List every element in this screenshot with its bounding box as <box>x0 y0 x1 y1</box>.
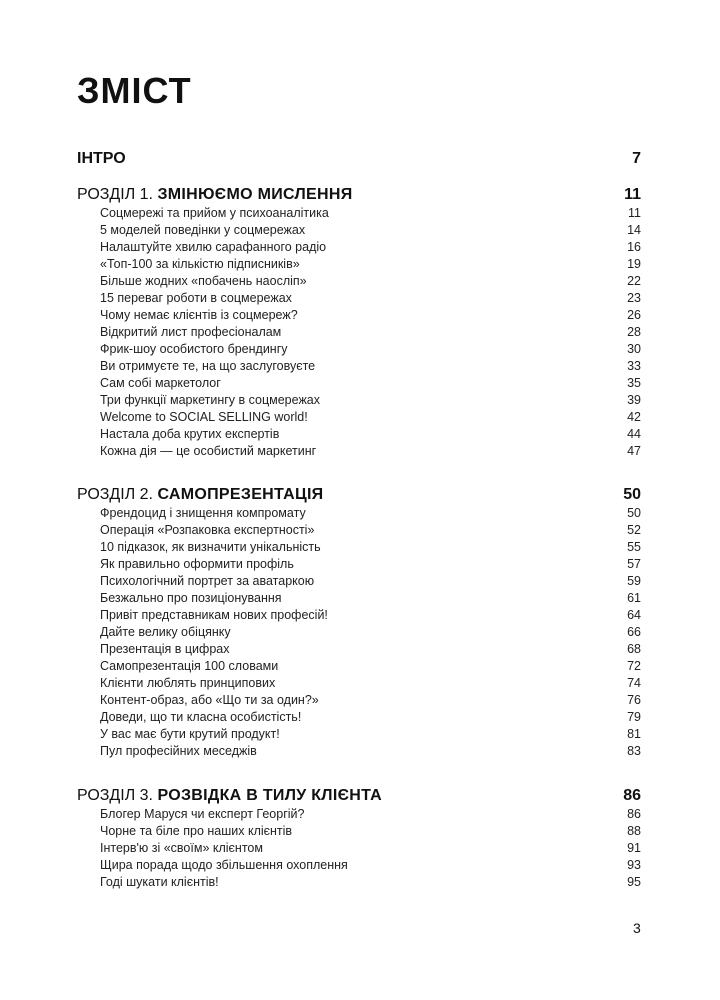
toc-item-page: 64 <box>627 608 641 622</box>
toc-item-label: Кожна дія — це особистий маркетинг <box>100 444 317 458</box>
toc-item-label: Ви отримуєте те, на що заслуговуєте <box>100 359 316 373</box>
toc-item <box>100 257 641 271</box>
chapter-3-name: РОЗВІДКА В ТИЛУ КЛІЄНТА <box>157 787 383 804</box>
toc-item <box>100 291 641 305</box>
toc-item-page: 93 <box>627 858 641 872</box>
toc-item <box>100 308 641 322</box>
chapter-2-name: САМОПРЕЗЕНТАЦІЯ <box>157 486 324 503</box>
toc-item <box>100 875 641 889</box>
toc-item <box>100 359 641 373</box>
toc-item-label: Щира порада щодо збільшення охоплення <box>100 858 348 872</box>
intro-label: ІНТРО <box>77 150 126 167</box>
toc-item-label: Доведи, що ти класна особистість! <box>100 710 302 724</box>
chapter-1-heading <box>77 186 641 204</box>
toc-item <box>100 523 641 537</box>
toc-item <box>100 642 641 656</box>
toc-item <box>100 858 641 872</box>
toc-item <box>100 676 641 690</box>
toc-item-page: 35 <box>627 376 641 390</box>
chapter-3-page: 86 <box>623 787 641 804</box>
toc-item-label: Психологічний портрет за аватаркою <box>100 574 315 588</box>
toc-item-label: Блогер Маруся чи експерт Георгій? <box>100 807 305 821</box>
toc-item-page: 55 <box>627 540 641 554</box>
toc-item <box>100 591 641 605</box>
chapter-3-prefix: РОЗДІЛ 3. <box>77 787 158 804</box>
toc-item-label: Чорне та біле про наших клієнтів <box>100 824 293 838</box>
page-title: ЗМІСТ <box>77 70 192 111</box>
toc-item-page: 28 <box>627 325 641 339</box>
toc-item-page: 74 <box>627 676 641 690</box>
toc-item-label: Більше жодних «побачень наосліп» <box>100 274 307 288</box>
toc-item-label: Інтерв'ю зі «своїм» клієнтом <box>100 841 263 855</box>
toc-item-page: 61 <box>627 591 641 605</box>
toc-item-page: 16 <box>627 240 641 254</box>
toc-item-page: 68 <box>627 642 641 656</box>
toc-item-label: Контент-образ, або «Що ти за один?» <box>100 693 319 707</box>
toc-item-page: 33 <box>627 359 641 373</box>
toc-item <box>100 557 641 571</box>
toc-item-label: «Топ-100 за кількістю підписників» <box>100 257 300 271</box>
toc-item <box>100 659 641 673</box>
toc-item-label: 15 переваг роботи в соцмережах <box>100 291 292 305</box>
toc-item-page: 22 <box>627 274 641 288</box>
intro-page: 7 <box>632 150 641 167</box>
toc-item <box>100 223 641 237</box>
toc-item-label: Клієнти люблять принципових <box>100 676 276 690</box>
page-number: 3 <box>633 920 641 936</box>
chapter-1-prefix: РОЗДІЛ 1. <box>77 186 158 203</box>
toc-intro <box>77 150 641 168</box>
toc-item-label: Привіт представникам нових професій! <box>100 608 328 622</box>
toc-item <box>100 744 641 758</box>
toc-item-label: Сам собі маркетолог <box>100 376 221 390</box>
toc-item-label: У вас має бути крутий продукт! <box>100 727 280 741</box>
toc-item <box>100 710 641 724</box>
toc-item <box>100 608 641 622</box>
toc-item-label: Дайте велику обіцянку <box>100 625 231 639</box>
toc-item <box>100 807 641 821</box>
toc-item-page: 19 <box>627 257 641 271</box>
toc-item-page: 39 <box>627 393 641 407</box>
toc-item <box>100 342 641 356</box>
chapter-2-prefix: РОЗДІЛ 2. <box>77 486 158 503</box>
toc-item-label: Відкритий лист професіоналам <box>100 325 282 339</box>
toc-item-label: Настала доба крутих експертів <box>100 427 280 441</box>
toc-item-page: 95 <box>627 875 641 889</box>
toc-item-page: 50 <box>627 506 641 520</box>
toc-item-label: Безжально про позиціонування <box>100 591 282 605</box>
toc-item <box>100 206 641 220</box>
toc-item-label: Годі шукати клієнтів! <box>100 875 219 889</box>
toc-item-page: 42 <box>627 410 641 424</box>
toc-item-label: Welcome to SOCIAL SELLING world! <box>100 410 308 424</box>
chapter-1-name: ЗМІНЮЄМО МИСЛЕННЯ <box>157 186 353 203</box>
toc-item <box>100 727 641 741</box>
toc-item-page: 14 <box>627 223 641 237</box>
toc-item-label: Соцмережі та прийом у психоаналітика <box>100 206 329 220</box>
toc-item-page: 76 <box>627 693 641 707</box>
toc-item <box>100 506 641 520</box>
toc-item-page: 30 <box>627 342 641 356</box>
toc-item-page: 26 <box>627 308 641 322</box>
toc-item-page: 23 <box>627 291 641 305</box>
chapter-1-page: 11 <box>624 186 641 203</box>
toc-item-page: 79 <box>627 710 641 724</box>
toc-item <box>100 540 641 554</box>
toc-item-label: Три функції маркетингу в соцмережах <box>100 393 321 407</box>
toc-item <box>100 325 641 339</box>
toc-item-label: Чому немає клієнтів із соцмереж? <box>100 308 298 322</box>
toc-item-label: Налаштуйте хвилю сарафанного радіо <box>100 240 327 254</box>
chapter-3-heading <box>77 787 641 805</box>
toc-item-page: 59 <box>627 574 641 588</box>
chapter-2-page: 50 <box>623 486 641 503</box>
toc-item <box>100 824 641 838</box>
toc-item-label: Самопрезентація 100 словами <box>100 659 279 673</box>
toc-item <box>100 444 641 458</box>
toc-item-page: 47 <box>627 444 641 458</box>
toc-item-label: Як правильно оформити профіль <box>100 557 294 571</box>
toc-item <box>100 693 641 707</box>
chapter-2-heading <box>77 486 641 504</box>
toc-item-label: Френдоцид і знищення компромату <box>100 506 306 520</box>
toc-item-page: 83 <box>627 744 641 758</box>
toc-item-label: Презентація в цифрах <box>100 642 230 656</box>
toc-item-page: 57 <box>627 557 641 571</box>
toc-item-page: 44 <box>627 427 641 441</box>
toc-item-page: 88 <box>627 824 641 838</box>
toc-item-page: 52 <box>627 523 641 537</box>
toc-item-page: 86 <box>627 807 641 821</box>
toc-item <box>100 574 641 588</box>
toc-item <box>100 427 641 441</box>
toc-item-page: 72 <box>627 659 641 673</box>
toc-item <box>100 841 641 855</box>
toc-item <box>100 410 641 424</box>
toc-item-page: 66 <box>627 625 641 639</box>
toc-item <box>100 376 641 390</box>
toc-item <box>100 240 641 254</box>
toc-item <box>100 393 641 407</box>
toc-item <box>100 274 641 288</box>
toc-item-label: 10 підказок, як визначити унікальність <box>100 540 321 554</box>
toc-item <box>100 625 641 639</box>
toc-item-label: Фрик-шоу особистого брендингу <box>100 342 288 356</box>
toc-item-label: 5 моделей поведінки у соцмережах <box>100 223 306 237</box>
toc-item-label: Пул професійних меседжів <box>100 744 257 758</box>
toc-item-page: 11 <box>628 206 641 220</box>
toc-item-page: 81 <box>627 727 641 741</box>
toc-item-label: Операція «Розпаковка експертності» <box>100 523 315 537</box>
toc-item-page: 91 <box>627 841 641 855</box>
